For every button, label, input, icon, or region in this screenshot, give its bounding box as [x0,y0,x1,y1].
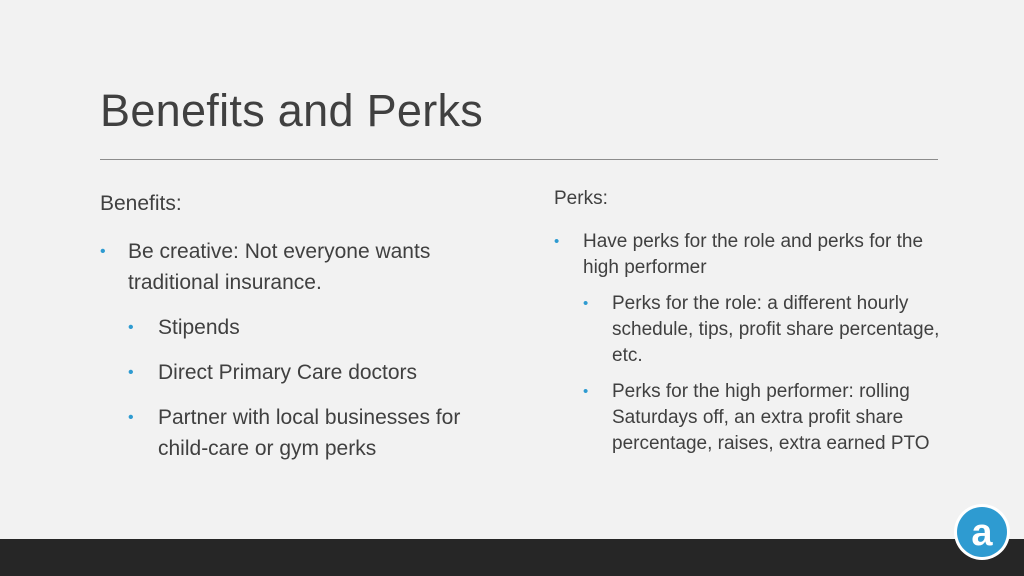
bullet-icon: • [583,295,589,312]
bullet-icon: • [554,233,560,250]
benefits-item-text: Be creative: Not everyone wants traditional insurance. [128,240,431,294]
perks-item-text: Have perks for the role and perks for the high performer [583,231,924,278]
benefits-heading: Benefits: [100,192,182,215]
slide-title: Benefits and Perks [100,85,484,136]
footer-bar [0,539,1024,576]
perks-list [554,229,954,457]
perks-subitem-text: Perks for the high performer: rolling Saturdays off, an extra profit share percentage, raises, extra earned PTO [612,381,930,454]
title-divider [100,159,938,160]
perks-subitem-text: Perks for the role: a different hourly schedule, tips, profit share percentage, etc. [612,293,940,366]
perks-subitem [583,379,954,457]
perks-subitem [583,291,954,369]
benefits-column [100,190,510,464]
benefits-subitem-text: Stipends [158,316,240,339]
benefits-subitem-text: Partner with local businesses for child-care or gym perks [158,406,461,460]
perks-column [554,186,954,457]
benefits-list [100,236,510,464]
perks-item [554,229,954,457]
logo-letter: a [971,512,993,554]
benefits-subitem [128,312,510,343]
benefits-subitem-text: Direct Primary Care doctors [158,361,418,384]
benefits-item [100,236,510,464]
bullet-icon: • [128,409,134,426]
brand-logo-icon [953,503,1011,561]
bullet-icon: • [583,383,589,400]
perks-heading: Perks: [554,188,608,209]
benefits-subitem [128,357,510,388]
perks-sublist [554,291,954,457]
bullet-icon: • [100,243,106,260]
bullet-icon: • [128,364,134,381]
benefits-subitem [128,402,510,464]
benefits-sublist [100,312,510,464]
bullet-icon: • [128,319,134,336]
